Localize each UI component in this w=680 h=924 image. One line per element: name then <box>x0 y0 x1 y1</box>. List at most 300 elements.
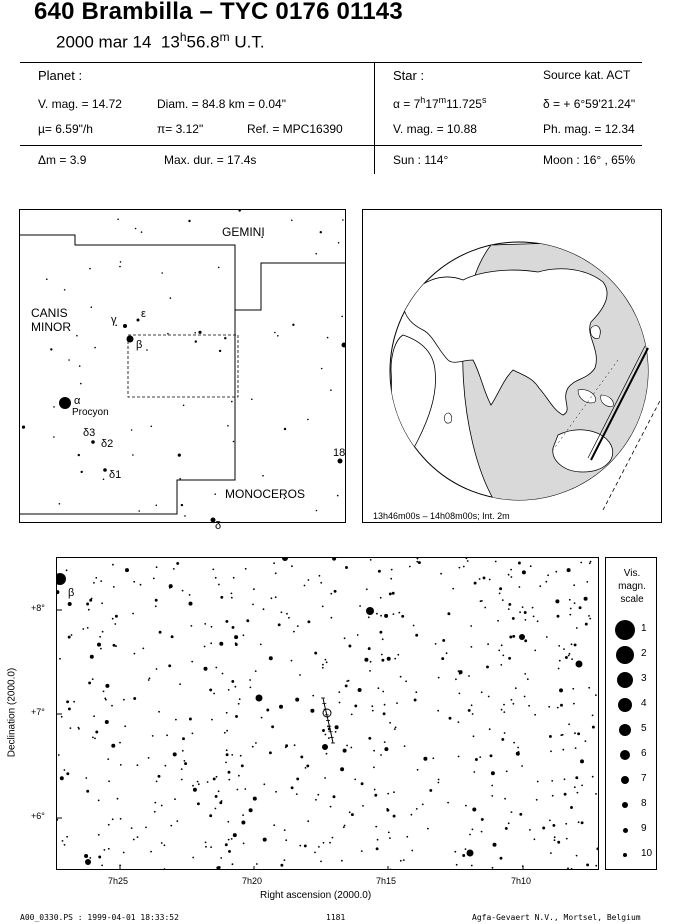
scale-label: 1 <box>641 623 647 634</box>
field-star <box>382 638 384 640</box>
field-star <box>228 839 230 841</box>
field-star <box>498 650 500 652</box>
field-star <box>517 747 519 749</box>
ytick-label-3: +6° <box>31 811 45 821</box>
field-star <box>500 664 502 666</box>
field-star <box>231 754 233 756</box>
field-star <box>511 811 513 813</box>
field-star <box>271 725 274 728</box>
field-star <box>181 504 183 506</box>
field-star <box>368 616 370 618</box>
field-star <box>165 765 167 767</box>
field-star <box>78 454 80 456</box>
field-star <box>400 676 402 678</box>
alpha-end: 11.725 <box>446 97 482 111</box>
field-star <box>260 644 262 646</box>
alpha-prefix: α = 7 <box>393 97 421 111</box>
field-star <box>342 219 344 221</box>
field-star <box>232 626 235 629</box>
footer-number: 1181 <box>326 913 346 922</box>
field-star <box>113 586 115 588</box>
field-star <box>59 503 61 505</box>
field-star <box>102 631 104 633</box>
field-star <box>397 654 399 656</box>
field-star <box>176 562 179 565</box>
field-star <box>104 849 106 851</box>
field-star <box>315 799 317 801</box>
field-star <box>554 839 556 841</box>
field-star <box>536 799 538 801</box>
field-star <box>380 754 382 756</box>
field-star <box>218 584 220 586</box>
field-star <box>212 569 214 571</box>
field-star <box>112 618 114 620</box>
star-alpha <box>393 95 486 111</box>
field-star <box>164 844 166 846</box>
field-star <box>438 677 440 679</box>
alpha-s-unit: s <box>481 95 487 105</box>
field-star <box>330 806 332 808</box>
field-star <box>369 670 371 672</box>
field-star <box>22 426 25 429</box>
field-star <box>537 781 539 783</box>
field-star <box>210 642 212 644</box>
field-star <box>296 793 298 795</box>
field-star <box>99 636 101 638</box>
field-star <box>132 454 134 456</box>
field-star <box>508 574 510 576</box>
field-star <box>432 757 434 759</box>
field-star <box>438 782 440 784</box>
field-star <box>537 620 539 622</box>
label-18: 18 <box>333 447 346 459</box>
field-star <box>472 808 476 812</box>
field-star <box>502 655 504 657</box>
scale-label: 10 <box>641 848 653 859</box>
field-star <box>427 828 429 830</box>
field-star <box>93 715 95 717</box>
field-star <box>416 808 418 810</box>
scale-label: 3 <box>641 673 647 684</box>
field-star <box>156 781 158 783</box>
field-star <box>133 697 136 700</box>
field-star <box>473 771 475 773</box>
field-star <box>89 268 91 270</box>
field-star <box>572 688 574 690</box>
field-star <box>474 582 477 585</box>
field-star <box>405 680 407 682</box>
field-star <box>414 699 417 702</box>
field-star <box>101 865 103 867</box>
scale-dot <box>621 776 629 784</box>
field-star <box>596 847 599 850</box>
field-star <box>308 579 310 581</box>
minute-unit: m <box>219 30 230 44</box>
field-star <box>384 741 386 743</box>
field-star <box>574 602 576 604</box>
field-star <box>279 705 283 709</box>
field-star <box>569 614 571 616</box>
field-star <box>441 657 444 660</box>
field-star <box>465 848 467 850</box>
field-star <box>338 691 340 693</box>
finder-field-stars <box>22 210 346 517</box>
field-star <box>306 764 309 767</box>
field-star <box>559 688 563 692</box>
field-star <box>559 660 561 662</box>
field-star <box>231 597 233 599</box>
field-star <box>307 820 309 822</box>
field-star <box>292 324 294 326</box>
field-star <box>375 826 377 828</box>
field-star <box>595 865 597 867</box>
field-star <box>53 436 55 438</box>
field-star <box>296 777 299 780</box>
field-star <box>215 795 218 798</box>
field-star <box>373 766 375 768</box>
field-star <box>508 603 511 606</box>
field-star <box>570 806 573 809</box>
field-star <box>331 617 333 619</box>
field-star <box>411 814 413 816</box>
field-star <box>354 704 357 707</box>
field-star <box>339 702 341 704</box>
field-star <box>550 852 552 854</box>
field-star <box>225 620 228 623</box>
field-star <box>505 827 508 830</box>
field-star <box>330 593 332 595</box>
field-star <box>562 734 564 736</box>
field-star <box>117 219 119 221</box>
field-star <box>231 838 233 840</box>
field-star <box>105 699 107 701</box>
field-star <box>231 401 233 403</box>
field-star <box>46 278 48 280</box>
field-star <box>585 740 587 742</box>
field-star <box>573 703 575 705</box>
field-star <box>418 561 421 564</box>
field-star <box>345 566 348 569</box>
field-star <box>552 824 555 827</box>
chart-field-stars <box>57 558 599 870</box>
field-star <box>197 781 199 783</box>
scale-dot <box>620 750 630 760</box>
field-star <box>246 619 249 622</box>
field-star <box>511 576 513 578</box>
field-star <box>340 767 344 771</box>
field-star <box>471 646 473 648</box>
field-star <box>57 819 58 821</box>
field-star <box>567 867 569 869</box>
field-star <box>521 765 523 767</box>
star-phmag: Ph. mag. = 12.34 <box>543 122 635 136</box>
field-star <box>95 731 98 734</box>
field-star <box>188 220 190 222</box>
field-star <box>224 337 226 339</box>
star-beta-cmi-detail <box>57 573 66 585</box>
field-star <box>195 340 197 342</box>
field-star <box>204 667 208 671</box>
field-star <box>100 580 102 582</box>
star-bright-7 <box>85 859 91 865</box>
field-star <box>168 664 171 667</box>
field-star <box>447 802 449 804</box>
field-star <box>280 864 283 867</box>
field-star <box>366 588 368 590</box>
field-star <box>300 755 303 758</box>
field-star <box>304 844 307 847</box>
field-star <box>115 615 118 618</box>
field-star <box>155 605 157 607</box>
field-star <box>454 851 456 853</box>
field-star <box>218 866 221 869</box>
field-star <box>228 850 231 853</box>
field-star <box>113 644 116 647</box>
detail-star-chart-svg <box>57 558 599 870</box>
field-star <box>179 478 181 480</box>
star-epsilon-cmi <box>137 319 140 322</box>
field-star <box>64 289 66 291</box>
field-star <box>274 332 276 334</box>
field-star <box>189 602 193 606</box>
field-star <box>557 841 560 844</box>
field-star <box>376 847 379 850</box>
field-star <box>329 842 331 844</box>
field-star <box>564 793 567 796</box>
field-star <box>471 865 473 867</box>
field-star <box>565 823 567 825</box>
field-star <box>528 705 530 707</box>
field-star <box>595 793 597 795</box>
field-star <box>545 581 547 583</box>
label-beta-detail: β <box>68 587 75 599</box>
field-star <box>400 860 402 862</box>
field-star <box>146 349 148 351</box>
field-star <box>378 687 380 689</box>
field-star <box>585 623 588 626</box>
field-star <box>119 742 121 744</box>
field-star <box>261 717 263 719</box>
field-star <box>209 688 212 691</box>
field-star <box>346 680 348 682</box>
field-star <box>463 566 465 568</box>
field-star <box>576 855 578 857</box>
field-star <box>299 674 301 676</box>
field-star <box>66 836 68 838</box>
field-star <box>592 715 594 717</box>
field-star <box>519 611 521 613</box>
field-star <box>227 425 229 427</box>
field-star <box>465 805 467 807</box>
field-star <box>381 659 384 662</box>
field-star <box>481 691 483 693</box>
field-star <box>215 808 217 810</box>
field-star <box>468 675 470 677</box>
field-star <box>411 850 413 852</box>
field-star <box>235 715 238 718</box>
field-star <box>191 661 193 663</box>
field-star <box>89 857 91 859</box>
field-star <box>175 719 177 721</box>
field-star <box>447 612 450 615</box>
ytick-label-1: +8° <box>31 603 45 613</box>
field-star <box>235 686 237 688</box>
field-star <box>80 383 82 385</box>
scale-dot <box>619 724 631 736</box>
field-star <box>378 570 381 573</box>
field-star <box>101 602 103 604</box>
field-star <box>273 562 275 564</box>
field-star <box>227 821 229 823</box>
field-star <box>226 753 229 756</box>
field-star <box>182 590 184 592</box>
star-beta-cmi <box>127 336 134 343</box>
field-star <box>384 614 388 618</box>
field-star <box>251 399 253 401</box>
field-star <box>389 837 391 839</box>
field-star <box>562 749 564 751</box>
field-star <box>170 825 172 827</box>
scale-dot <box>623 853 627 857</box>
field-star <box>377 839 379 841</box>
field-star <box>532 607 534 609</box>
field-star <box>320 231 322 233</box>
field-star <box>281 611 283 613</box>
field-star <box>314 652 317 655</box>
field-star <box>194 332 196 334</box>
field-star <box>373 750 375 752</box>
planet-ref: Ref. = MPC16390 <box>247 122 343 136</box>
field-star <box>220 857 222 859</box>
field-star <box>182 750 184 752</box>
field-star <box>491 771 495 775</box>
field-star <box>519 813 522 816</box>
field-star <box>503 711 505 713</box>
label-alpha: α <box>74 395 81 407</box>
field-star <box>551 780 553 782</box>
field-star <box>66 569 68 571</box>
field-star <box>469 834 471 836</box>
field-star <box>588 687 590 689</box>
time-scale: U.T. <box>234 32 265 52</box>
field-star <box>380 597 382 599</box>
field-star <box>332 558 336 561</box>
field-star <box>184 760 186 762</box>
field-star <box>228 779 230 781</box>
field-star <box>490 754 493 757</box>
field-star <box>111 744 115 748</box>
field-star <box>137 836 139 838</box>
field-star <box>396 702 398 704</box>
field-star <box>508 608 510 610</box>
field-star <box>189 594 191 596</box>
field-star <box>404 745 406 747</box>
field-star <box>324 777 326 779</box>
field-star <box>578 821 580 823</box>
field-star <box>571 643 573 645</box>
field-star <box>235 643 238 646</box>
table-divider <box>374 62 375 174</box>
field-star <box>184 515 186 517</box>
field-star <box>326 753 328 755</box>
field-star <box>84 854 88 858</box>
globe-caption: 13h46m00s – 14h08m00s; Int. 2m <box>373 511 510 521</box>
field-star <box>316 510 318 512</box>
field-star <box>92 678 94 680</box>
field-star <box>103 479 105 481</box>
star-bright-3 <box>322 744 328 750</box>
star-bright-8 <box>282 558 288 561</box>
field-star <box>346 745 348 747</box>
field-star <box>322 606 324 608</box>
field-star <box>238 703 240 705</box>
footer-company: Agfa-Gevaert N.V., Mortsel, Belgium <box>472 913 641 922</box>
field-star <box>233 577 235 579</box>
field-star <box>370 661 372 663</box>
field-star <box>150 851 152 853</box>
field-star <box>571 658 573 660</box>
field-star <box>88 609 90 611</box>
field-star <box>66 772 69 775</box>
field-star <box>322 729 325 732</box>
field-star <box>467 560 469 562</box>
field-star <box>108 848 110 850</box>
field-star <box>325 734 327 736</box>
field-star <box>222 673 224 675</box>
field-star <box>341 860 343 862</box>
field-star <box>133 581 135 583</box>
field-star <box>277 335 279 337</box>
field-star <box>560 704 563 707</box>
field-star <box>148 679 150 681</box>
field-star <box>415 634 418 637</box>
field-star <box>263 608 265 610</box>
field-star <box>423 757 427 761</box>
field-star <box>584 597 588 601</box>
field-star <box>249 808 253 812</box>
planet-mu: µ= 6.59"/h <box>38 122 93 136</box>
field-star <box>563 648 565 650</box>
field-star <box>568 723 570 725</box>
field-star <box>145 827 147 829</box>
field-star <box>501 644 503 646</box>
field-star <box>205 842 207 844</box>
field-star <box>125 568 129 572</box>
field-star <box>95 577 97 579</box>
star-gamma-cmi <box>123 324 127 328</box>
star-bright-4 <box>519 634 525 640</box>
field-star <box>413 625 415 627</box>
field-star <box>233 833 237 837</box>
field-star <box>554 836 556 838</box>
field-star <box>131 429 133 431</box>
field-star <box>243 634 245 636</box>
field-star <box>241 764 244 767</box>
field-star <box>228 771 231 774</box>
star-source: Source kat. ACT <box>543 68 631 82</box>
star-edge <box>342 343 347 348</box>
field-star <box>141 231 143 233</box>
field-star <box>307 419 309 421</box>
finder-chart-svg <box>20 210 346 523</box>
field-star <box>322 667 324 669</box>
field-star <box>250 687 252 689</box>
field-star <box>103 691 105 693</box>
field-star <box>181 768 183 770</box>
field-star <box>61 716 63 718</box>
asteroid-path-ticks <box>321 698 335 743</box>
field-star <box>105 720 109 724</box>
